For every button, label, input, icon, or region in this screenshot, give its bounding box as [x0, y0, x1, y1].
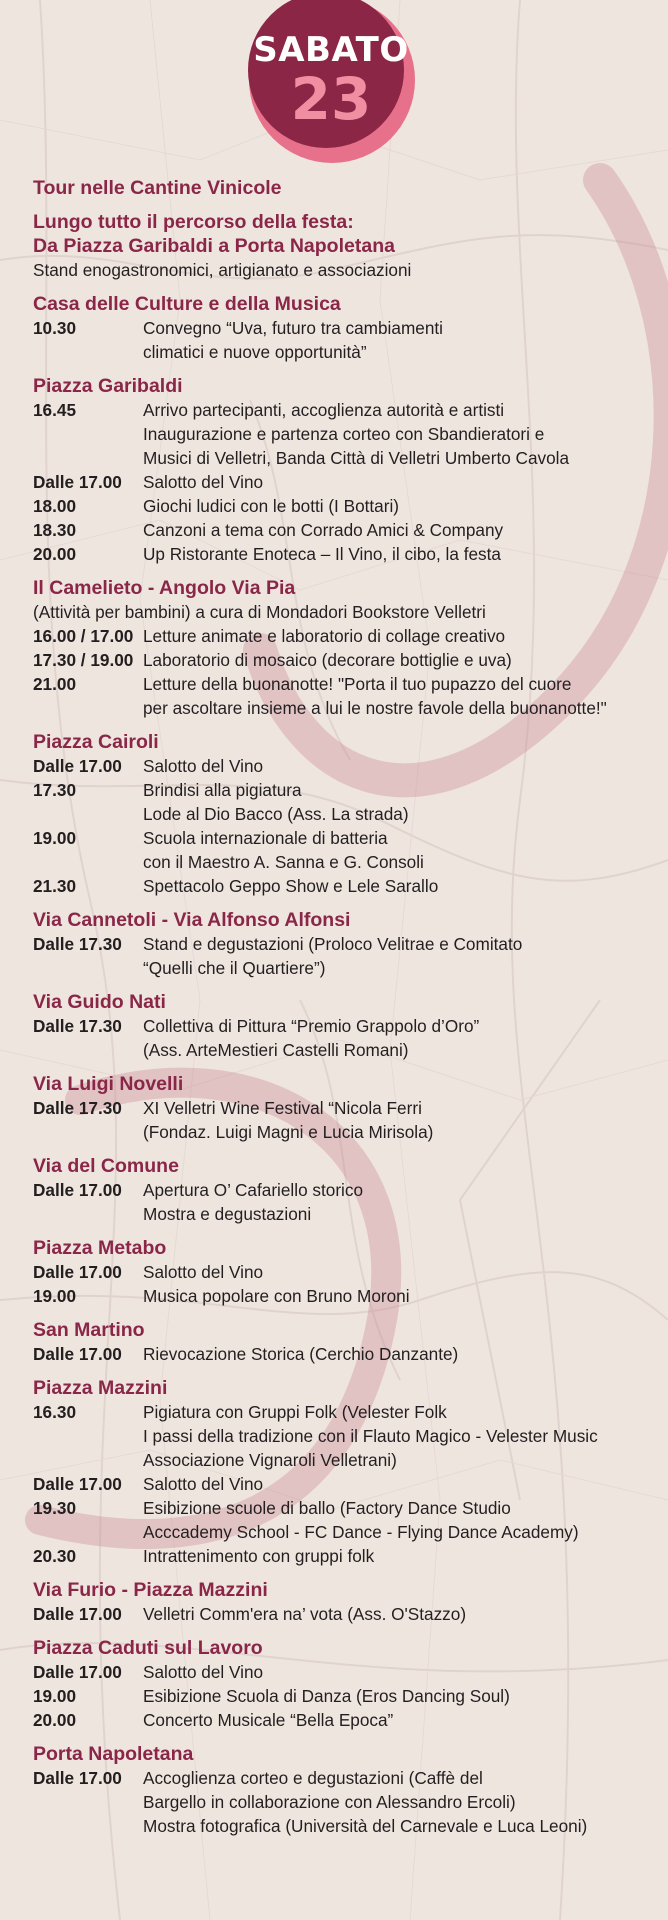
event-time: 21.30 — [33, 876, 77, 896]
event-description — [143, 494, 658, 518]
event-description — [143, 1472, 658, 1496]
event-time: Dalle 17.00 — [33, 472, 122, 492]
event-time: 20.30 — [33, 1546, 77, 1566]
event-description — [143, 874, 658, 898]
event-description-line: Salotto del Vino — [143, 1662, 264, 1682]
event-description-line: (Fondaz. Luigi Magni e Lucia Mirisola) — [143, 1122, 434, 1142]
program-section — [33, 1318, 658, 1366]
event-description-line: Velletri Comm'era na’ vota (Ass. O'Stazzo) — [143, 1604, 467, 1624]
event-row — [33, 624, 658, 648]
event-description-line: Scuola internazionale di batteria — [143, 828, 388, 848]
event-description — [143, 624, 658, 648]
event-time: Dalle 17.00 — [33, 1344, 122, 1364]
event-time: 17.30 — [33, 780, 77, 800]
program-section — [33, 1072, 658, 1144]
event-description — [143, 518, 658, 542]
section-title: Piazza Metabo — [33, 1237, 167, 1259]
event-description-line: Salotto del Vino — [143, 756, 264, 776]
event-row — [33, 1602, 658, 1626]
event-description — [143, 778, 658, 826]
event-description — [143, 1766, 658, 1838]
event-description — [143, 672, 658, 720]
event-description-line: per ascoltare insieme a lui le nostre favole della buonanotte!" — [143, 698, 607, 718]
event-row — [33, 778, 658, 826]
event-time: 21.00 — [33, 674, 77, 694]
event-description — [143, 932, 658, 980]
event-description-line: Esibizione Scuola di Danza (Eros Dancing Soul) — [143, 1686, 510, 1706]
event-time: Dalle 17.00 — [33, 1768, 122, 1788]
event-row — [33, 1496, 658, 1544]
event-description-line: Mostra fotografica (Università del Carnevale e Luca Leoni) — [143, 1816, 588, 1836]
event-description — [143, 1014, 658, 1062]
event-description-line: Musica popolare con Bruno Moroni — [143, 1286, 410, 1306]
event-description-line: Mostra e degustazioni — [143, 1204, 312, 1224]
event-row — [33, 470, 658, 494]
event-time: 19.00 — [33, 828, 77, 848]
event-description-line: Spettacolo Geppo Show e Lele Sarallo — [143, 876, 439, 896]
section-title: Via Guido Nati — [33, 991, 166, 1013]
badge-date-number: 23 — [290, 65, 372, 133]
event-description-line: Canzoni a tema con Corrado Amici & Company — [143, 520, 504, 540]
event-description-line: Esibizione scuole di ballo (Factory Dance Studio — [143, 1498, 511, 1518]
event-description-line: Letture della buonanotte! "Porta il tuo pupazzo del cuore — [143, 674, 572, 694]
event-description — [143, 648, 658, 672]
program-section — [33, 1376, 658, 1568]
event-description-line: Convegno “Uva, futuro tra cambiamenti — [143, 318, 443, 338]
event-row — [33, 874, 658, 898]
event-description-line: Bargello in collaborazione con Alessandro Ercoli) — [143, 1792, 516, 1812]
program-section — [33, 1578, 658, 1626]
event-description-line: Collettiva di Pittura “Premio Grappolo d’Oro” — [143, 1016, 480, 1036]
event-time: 16.00 / 17.00 — [33, 626, 134, 646]
event-description-line: Concerto Musicale “Bella Epoca” — [143, 1710, 394, 1730]
program-section — [33, 730, 658, 898]
event-row — [33, 648, 658, 672]
event-description-line: Accoglienza corteo e degustazioni (Caffè del — [143, 1768, 483, 1788]
event-description-line: Intrattenimento con gruppi folk — [143, 1546, 375, 1566]
event-description — [143, 316, 658, 364]
program-section — [33, 176, 658, 200]
event-description-line: XI Velletri Wine Festival “Nicola Ferri — [143, 1098, 422, 1118]
event-description-line: climatici e nuove opportunità” — [143, 342, 367, 362]
event-time: Dalle 17.00 — [33, 1662, 122, 1682]
section-title-line2: Da Piazza Garibaldi a Porta Napoletana — [33, 235, 395, 257]
section-title: San Martino — [33, 1319, 145, 1341]
section-subtitle: Stand enogastronomici, artigianato e associazioni — [33, 260, 412, 280]
event-time: 16.45 — [33, 400, 77, 420]
section-title: Il Camelieto - Angolo Via Pia — [33, 577, 296, 599]
event-description — [143, 1602, 658, 1626]
section-title: Piazza Caduti sul Lavoro — [33, 1637, 263, 1659]
event-description — [143, 1284, 658, 1308]
event-time: Dalle 17.00 — [33, 1474, 122, 1494]
event-description-line: Associazione Vignaroli Velletrani) — [143, 1450, 397, 1470]
event-time: Dalle 17.00 — [33, 756, 122, 776]
event-time: 10.30 — [33, 318, 77, 338]
event-time: Dalle 17.00 — [33, 1604, 122, 1624]
event-description-line: Giochi ludici con le botti (I Bottari) — [143, 496, 400, 516]
event-time: 19.00 — [33, 1286, 77, 1306]
program-section — [33, 1636, 658, 1732]
program-section — [33, 1742, 658, 1838]
program-section — [33, 1236, 658, 1308]
event-row — [33, 672, 658, 720]
event-time: 20.00 — [33, 544, 77, 564]
event-row — [33, 316, 658, 364]
event-description-line: Stand e degustazioni (Proloco Velitrae e Comitato — [143, 934, 523, 954]
section-title: Tour nelle Cantine Vinicole — [33, 177, 282, 199]
event-row — [33, 1342, 658, 1366]
event-time: 16.30 — [33, 1402, 77, 1422]
program-section — [33, 374, 658, 566]
date-badge — [226, 0, 436, 165]
event-description-line: (Ass. ArteMestieri Castelli Romani) — [143, 1040, 409, 1060]
event-time: 19.30 — [33, 1498, 77, 1518]
event-description — [143, 470, 658, 494]
event-row — [33, 1096, 658, 1144]
event-program — [33, 176, 658, 1838]
event-description-line: Arrivo partecipanti, accoglienza autorità e artisti — [143, 400, 505, 420]
section-title: Piazza Garibaldi — [33, 375, 183, 397]
event-time: Dalle 17.30 — [33, 1098, 122, 1118]
event-description — [143, 826, 658, 874]
event-description — [143, 398, 658, 470]
event-time: 18.30 — [33, 520, 77, 540]
event-time: Dalle 17.30 — [33, 1016, 122, 1036]
event-description-line: Apertura O’ Cafariello storico — [143, 1180, 364, 1200]
event-row — [33, 1284, 658, 1308]
event-description — [143, 1708, 658, 1732]
event-description-line: Up Ristorante Enoteca – Il Vino, il cibo, la festa — [143, 544, 501, 564]
event-description-line: I passi della tradizione con il Flauto Magico - Velester Music — [143, 1426, 598, 1446]
program-section — [33, 210, 658, 282]
event-description-line: “Quelli che il Quartiere”) — [143, 958, 326, 978]
event-row — [33, 1472, 658, 1496]
event-description-line: Inaugurazione e partenza corteo con Sbandieratori e — [143, 424, 545, 444]
event-row — [33, 1178, 658, 1226]
event-row — [33, 1260, 658, 1284]
event-description — [143, 1544, 658, 1568]
event-row — [33, 494, 658, 518]
event-row — [33, 1014, 658, 1062]
section-title: Via Cannetoli - Via Alfonso Alfonsi — [33, 909, 351, 931]
section-subtitle: (Attività per bambini) a cura di Mondadori Bookstore Velletri — [33, 602, 486, 622]
section-title: Via Furio - Piazza Mazzini — [33, 1579, 268, 1601]
event-row — [33, 398, 658, 470]
event-description-line: Salotto del Vino — [143, 472, 264, 492]
event-time: 17.30 / 19.00 — [33, 650, 134, 670]
section-title: Lungo tutto il percorso della festa: — [33, 211, 354, 233]
event-description-line: con il Maestro A. Sanna e G. Consoli — [143, 852, 424, 872]
event-time: Dalle 17.00 — [33, 1180, 122, 1200]
badge-day: SABATO — [253, 30, 409, 70]
event-time: 20.00 — [33, 1710, 77, 1730]
event-description — [143, 1496, 658, 1544]
program-section — [33, 576, 658, 720]
event-row — [33, 1544, 658, 1568]
event-description — [143, 1400, 658, 1472]
event-description-line: Letture animate e laboratorio di collage creativo — [143, 626, 506, 646]
event-description — [143, 1096, 658, 1144]
event-description-line: Pigiatura con Gruppi Folk (Velester Folk — [143, 1402, 447, 1422]
event-description — [143, 1178, 658, 1226]
event-description — [143, 1342, 658, 1366]
event-row — [33, 1766, 658, 1838]
event-description — [143, 1260, 658, 1284]
event-description-line: Lode al Dio Bacco (Ass. La strada) — [143, 804, 409, 824]
event-description — [143, 1660, 658, 1684]
event-time: Dalle 17.00 — [33, 1262, 122, 1282]
event-description-line: Musici di Velletri, Banda Città di Velletri Umberto Cavola — [143, 448, 570, 468]
event-row — [33, 754, 658, 778]
event-row — [33, 1708, 658, 1732]
section-title: Casa delle Culture e della Musica — [33, 293, 341, 315]
section-title: Piazza Mazzini — [33, 1377, 168, 1399]
program-section — [33, 1154, 658, 1226]
program-section — [33, 990, 658, 1062]
event-row — [33, 1684, 658, 1708]
event-description-line: Rievocazione Storica (Cerchio Danzante) — [143, 1344, 459, 1364]
program-section — [33, 908, 658, 980]
section-title: Piazza Cairoli — [33, 731, 159, 753]
event-description-line: Salotto del Vino — [143, 1474, 264, 1494]
event-description-line: Brindisi alla pigiatura — [143, 780, 302, 800]
section-title: Via del Comune — [33, 1155, 179, 1177]
event-description-line: Salotto del Vino — [143, 1262, 264, 1282]
event-row — [33, 542, 658, 566]
section-title: Porta Napoletana — [33, 1743, 194, 1765]
event-row — [33, 826, 658, 874]
event-row — [33, 1400, 658, 1472]
event-description — [143, 542, 658, 566]
event-row — [33, 1660, 658, 1684]
event-time: Dalle 17.30 — [33, 934, 122, 954]
section-title: Via Luigi Novelli — [33, 1073, 184, 1095]
event-description-line: Laboratorio di mosaico (decorare bottiglie e uva) — [143, 650, 512, 670]
event-description-line: Acccademy School - FC Dance - Flying Dance Academy) — [143, 1522, 579, 1542]
event-description — [143, 1684, 658, 1708]
event-description — [143, 754, 658, 778]
event-time: 18.00 — [33, 496, 77, 516]
event-row — [33, 932, 658, 980]
event-time: 19.00 — [33, 1686, 77, 1706]
event-row — [33, 518, 658, 542]
program-section — [33, 292, 658, 364]
